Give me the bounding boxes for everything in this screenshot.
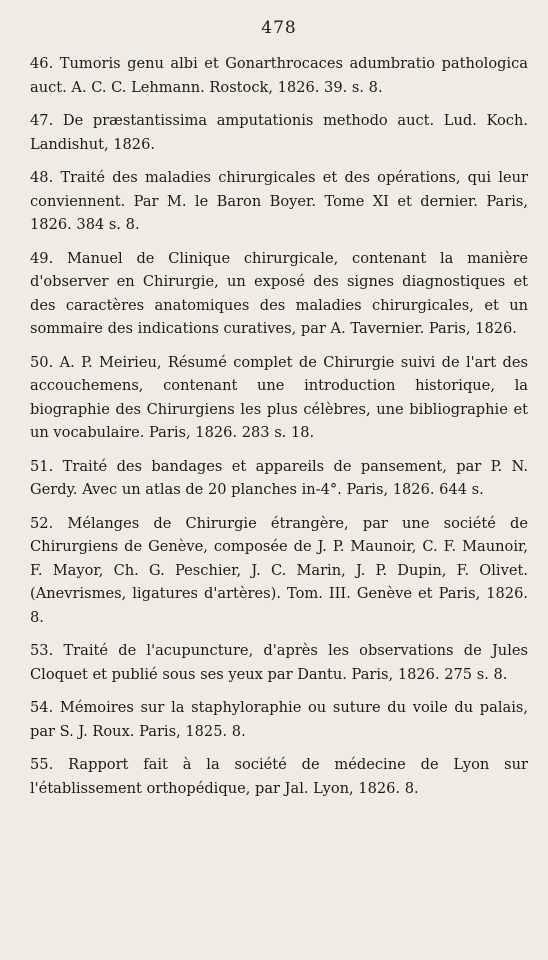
entry-text: Traité des maladies chirurgicales et des opérations, qui leur conviennent. Par M. le Baron Boyer. Tome XI et dernier. Paris, 1826. 384 s. 8. xyxy=(30,169,529,233)
entry-text: De præstantissima amputationis methodo auct. Lud. Koch. Landishut, 1826. xyxy=(30,112,529,153)
entry-number: 52. xyxy=(30,514,54,532)
entry-48 xyxy=(30,166,528,237)
entry-53 xyxy=(30,639,528,686)
entry-54 xyxy=(30,696,528,743)
entry-51 xyxy=(30,455,528,502)
entry-number: 55. xyxy=(30,756,54,773)
entry-text: A. P. Meirieu, Résumé complet de Chirurgie suivi de l'art des accouchemens, contenant une introduction historique, la biographie des Chirurgiens les plus célèbres, une bibliographie et un vocabulaire. Paris, 1826. 283 s. 18. xyxy=(30,353,528,441)
entry-text: Traité de l'acupuncture, d'après les observations de Jules Cloquet et publié sous ses yeux par Dantu. Paris, 1826. 275 s. 8. xyxy=(30,642,528,683)
entry-52 xyxy=(30,512,528,630)
entry-number: 51. xyxy=(30,457,54,475)
entry-text: Manuel de Clinique chirurgicale, contenant la manière d'observer en Chirurgie, un exposé des signes diagnostiques et des caractères anatomiques des maladies chirurgicales, et un sommaire des indications curatives, par A. Tavernier. Paris, 1826. xyxy=(30,249,528,337)
entry-number: 50. xyxy=(30,353,54,371)
entry-50 xyxy=(30,351,528,445)
entry-number: 47. xyxy=(30,112,54,129)
entry-47 xyxy=(30,109,528,156)
entry-46 xyxy=(30,52,528,99)
entry-55 xyxy=(30,753,528,800)
entry-text: Mélanges de Chirurgie étrangère, par une société de Chirurgiens de Genève, composée de J. P. Maunoir, C. F. Maunoir, F. Mayor, Ch. G. Peschier, J. C. Marin, J. P. Dupin, F. Olivet. (Anevrismes, ligatures d'artères). Tom. III. Genève et Paris, 1826. 8. xyxy=(30,514,529,626)
entry-text: Traité des bandages et appareils de pansement, par P. N. Gerdy. Avec un atlas de 20 planches in-4°. Paris, 1826. 644 s. xyxy=(30,457,528,498)
entry-number: 46. xyxy=(30,55,54,72)
page-number: 478 xyxy=(261,18,297,38)
entry-49 xyxy=(30,247,528,341)
entry-number: 53. xyxy=(30,642,54,659)
entry-text: Tumoris genu albi et Gonarthrocaces adumbratio pathologica auct. A. C. C. Lehmann. Rostock, 1826. 39. s. 8. xyxy=(30,55,528,96)
entry-number: 48. xyxy=(30,169,54,186)
entry-text: Mémoires sur la staphyloraphie ou suture du voile du palais, par S. J. Roux. Paris, 1825. 8. xyxy=(30,699,528,740)
entry-number: 49. xyxy=(30,249,54,267)
entry-number: 54. xyxy=(30,699,54,716)
entry-text: Rapport fait à la société de médecine de Lyon sur l'établissement orthopédique, par Jal. Lyon, 1826. 8. xyxy=(30,756,529,797)
